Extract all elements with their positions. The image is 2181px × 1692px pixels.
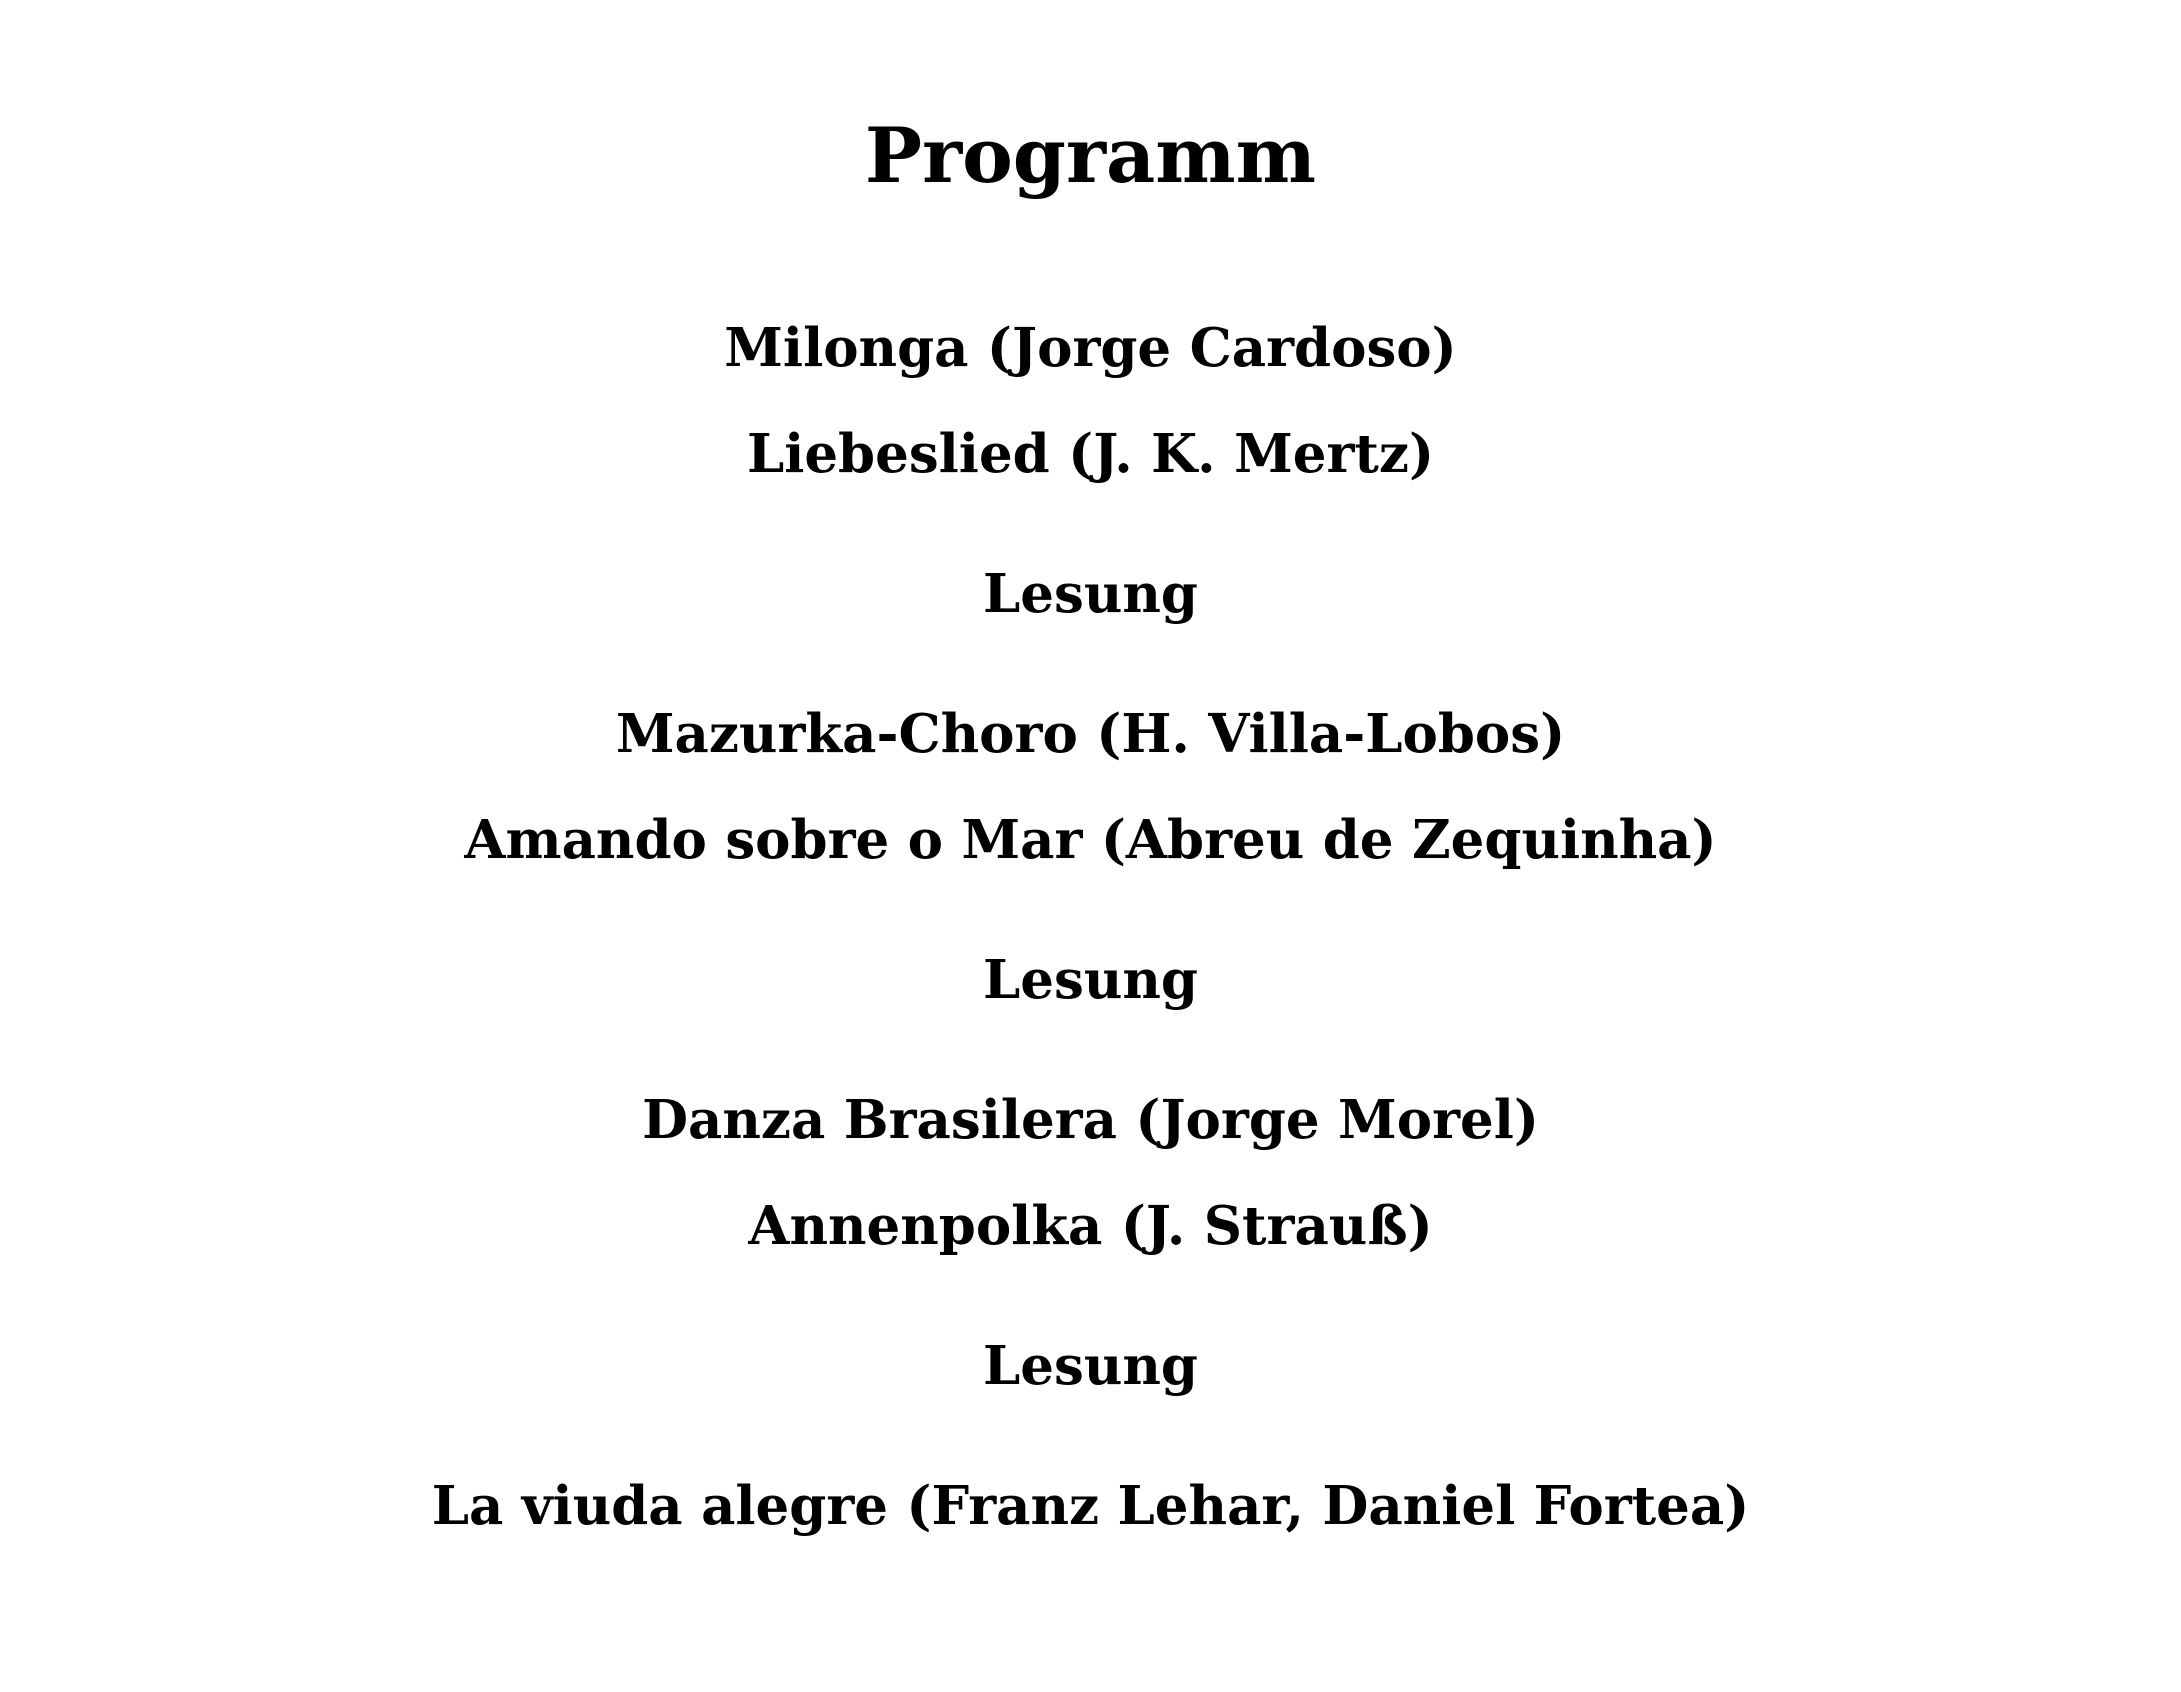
program-item: Milonga (Jorge Cardoso): [724, 317, 1457, 379]
program-item: Mazurka-Choro (H. Villa-Lobos): [615, 703, 1566, 765]
program-item-reading: Lesung: [983, 1335, 1198, 1397]
program-item: Danza Brasilera (Jorge Morel): [642, 1089, 1539, 1151]
program-item: La viuda alegre (Franz Lehar, Daniel Fortea): [431, 1475, 1750, 1537]
program-item-reading: Lesung: [983, 563, 1198, 625]
page-title: Programm: [864, 111, 1317, 200]
program-item-reading: Lesung: [983, 949, 1198, 1011]
program-item: Liebeslied (J. K. Mertz): [746, 423, 1435, 485]
program-item: Amando sobre o Mar (Abreu de Zequinha): [464, 809, 1717, 871]
program-item: Annenpolka (J. Strauß): [748, 1195, 1433, 1257]
